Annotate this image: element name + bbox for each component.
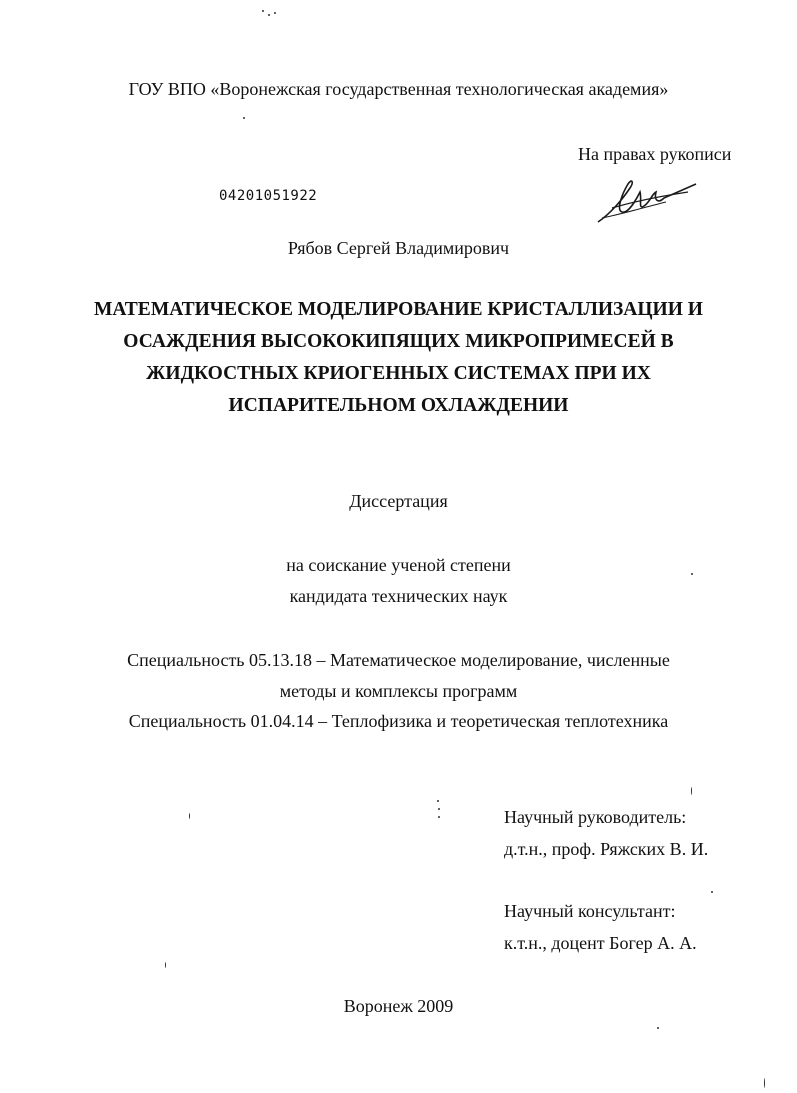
scan-speck bbox=[268, 14, 270, 16]
scan-speck bbox=[438, 808, 440, 810]
specialty-1-line-1: Специальность 05.13.18 – Математическое моделирование, численные bbox=[127, 650, 670, 670]
consultant-label: Научный консультант: bbox=[504, 901, 676, 921]
scan-speck bbox=[657, 1027, 659, 1029]
document-type: Диссертация bbox=[349, 491, 448, 511]
scan-speck bbox=[274, 12, 276, 14]
title-line: ЖИДКОСТНЫХ КРИОГЕННЫХ СИСТЕМАХ ПРИ ИХ bbox=[146, 363, 651, 384]
degree-line-2: кандидата технических наук bbox=[289, 586, 508, 606]
degree-line-1: на соискание ученой степени bbox=[286, 555, 511, 575]
consultant-name: к.т.н., доцент Богер А. А. bbox=[504, 933, 697, 953]
title-line: МАТЕМАТИЧЕСКОЕ МОДЕЛИРОВАНИЕ КРИСТАЛЛИЗАЦИИ И bbox=[94, 299, 703, 320]
scan-speck bbox=[711, 891, 713, 893]
registration-number: 04201051922 bbox=[219, 188, 318, 204]
scan-speck bbox=[437, 800, 439, 802]
specialty-2: Специальность 01.04.14 – Теплофизика и теоретическая теплотехника bbox=[128, 711, 669, 731]
institution-name: ГОУ ВПО «Воронежская государственная технологическая академия» bbox=[128, 79, 669, 99]
scan-speck bbox=[243, 117, 245, 119]
city-year: Воронеж 2009 bbox=[343, 996, 454, 1016]
supervisor-label: Научный руководитель: bbox=[504, 807, 687, 827]
manuscript-rights-note: На правах рукописи bbox=[578, 144, 732, 164]
scan-speck bbox=[691, 787, 692, 795]
author-name: Рябов Сергей Владимирович bbox=[287, 238, 510, 258]
scan-speck bbox=[438, 816, 440, 818]
scan-speck bbox=[165, 962, 166, 968]
title-line: ОСАЖДЕНИЯ ВЫСОКОКИПЯЩИХ МИКРОПРИМЕСЕЙ В bbox=[123, 331, 674, 352]
signature bbox=[592, 170, 702, 230]
scan-speck bbox=[189, 813, 190, 819]
scan-speck bbox=[764, 1078, 765, 1088]
title-line: ИСПАРИТЕЛЬНОМ ОХЛАЖДЕНИИ bbox=[228, 395, 569, 416]
scan-speck bbox=[262, 10, 264, 12]
supervisor-name: д.т.н., проф. Ряжских В. И. bbox=[504, 839, 709, 859]
specialty-1-line-2: методы и комплексы программ bbox=[279, 681, 518, 701]
